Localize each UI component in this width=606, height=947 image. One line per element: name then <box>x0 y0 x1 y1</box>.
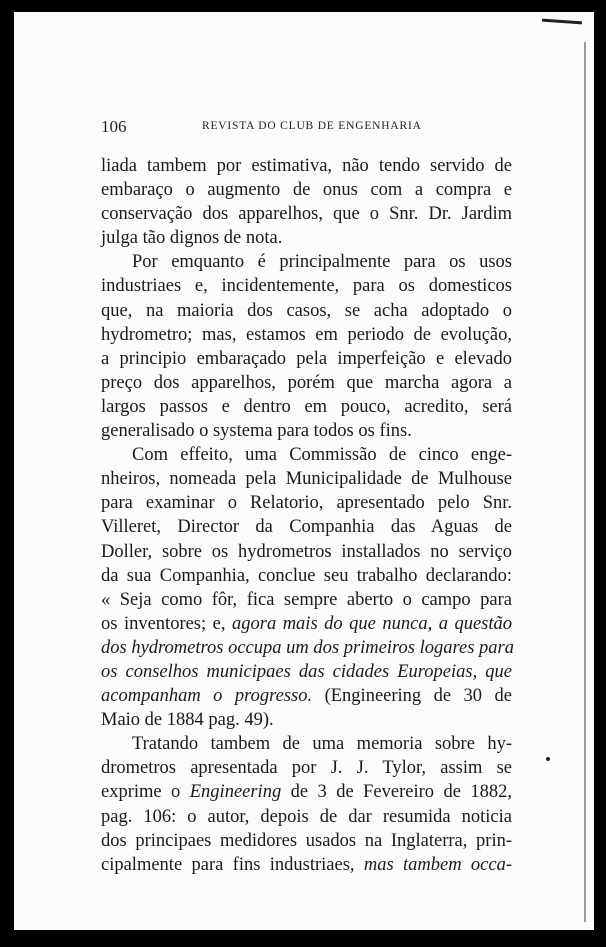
italic-text-segment: Engineering <box>189 782 282 803</box>
text-line <box>101 299 512 323</box>
text-line <box>101 780 512 804</box>
text-segment: Doller, sobre os hydrometros installados no serviço <box>101 541 512 562</box>
text-line <box>101 178 512 202</box>
text-line <box>101 395 512 419</box>
text-segment: Por emquanto é principalmente para os usos <box>132 252 512 273</box>
text-line <box>101 564 512 588</box>
text-segment: para examinar o Relatorio, apresentado pelo Snr. <box>101 493 512 514</box>
text-line <box>101 540 512 564</box>
page-number: 106 <box>101 117 127 136</box>
text-segment: largos passos e dentro em pouco, acredito, será <box>101 396 512 417</box>
text-line <box>101 756 512 780</box>
text-line <box>101 443 512 467</box>
text-segment: drometros apresentada por J. J. Tylor, assim se <box>101 758 512 779</box>
text-segment: industriaes e, incidentemente, para os domesticos <box>101 276 512 297</box>
text-segment: nheiros, nomeada pela Municipalidade de Mulhouse <box>101 469 512 490</box>
text-line <box>101 371 512 395</box>
running-title: REVISTA DO CLUB DE ENGENHARIA <box>202 120 422 132</box>
page-edge-shadow <box>584 42 586 922</box>
text-segment: hydrometro; mas, estamos em periodo de evolução, <box>101 324 512 345</box>
text-segment: conservação dos apparelhos, que o Snr. Dr. Jardim <box>101 204 512 225</box>
text-line <box>101 202 512 226</box>
text-segment: julga tão dignos de nota. <box>101 228 283 249</box>
text-line <box>101 805 512 829</box>
text-line <box>101 636 512 660</box>
text-segment: que, na maioria dos casos, se acha adoptado o <box>101 300 512 321</box>
italic-text-segment: agora mais do que nunca, a questão <box>232 613 512 634</box>
text-line <box>101 323 512 347</box>
scan-speck <box>546 757 550 761</box>
text-segment: Tratando tambem de uma memoria sobre hy- <box>132 734 512 755</box>
italic-text-segment: os conselhos municipaes das cidades Europeias, que <box>101 661 512 682</box>
text-segment: exprime o <box>101 782 190 803</box>
text-line <box>101 660 512 684</box>
text-segment: dos principaes medidores usados na Inglaterra, prin- <box>101 830 512 851</box>
scan-edge-mark <box>542 19 582 25</box>
text-line <box>101 467 512 491</box>
text-segment: pag. 106: o autor, depois de dar resumida noticia <box>101 806 512 827</box>
text-line <box>101 732 512 756</box>
italic-text-segment: acompanham o progresso. <box>101 686 313 707</box>
text-segment: a principio embaraçado pela imperfeição e elevado <box>101 348 512 369</box>
text-segment: da sua Companhia, conclue seu trabalho declarando: <box>101 565 512 586</box>
text-line <box>101 154 512 178</box>
text-segment: embaraço o augmento de onus com a compra e <box>101 180 512 201</box>
text-line <box>101 708 512 732</box>
italic-text-segment: dos hydrometros occupa um dos primeiros logares para <box>101 637 514 658</box>
text-line <box>101 491 512 515</box>
text-line <box>101 347 512 371</box>
text-segment: Maio de 1884 pag. 49). <box>101 710 274 731</box>
text-line <box>101 588 512 612</box>
text-line <box>101 853 512 877</box>
italic-text-segment: mas tambem occa- <box>363 854 512 875</box>
text-segment: generalisado o systema para todos os fins. <box>101 421 412 442</box>
page-body <box>101 154 512 877</box>
text-line <box>101 250 512 274</box>
text-segment: Com effeito, uma Commissão de cinco enge- <box>132 445 512 466</box>
text-line <box>101 419 512 443</box>
text-line <box>101 274 512 298</box>
book-page <box>14 12 594 930</box>
text-line <box>101 226 512 250</box>
text-segment: cipalmente para fins industriaes, <box>101 854 364 875</box>
text-segment: Villeret, Director da Companhia das Aguas de <box>101 517 512 538</box>
text-line <box>101 829 512 853</box>
text-line <box>101 684 512 708</box>
page-header <box>101 117 511 137</box>
text-line <box>101 612 512 636</box>
text-segment: liada tambem por estimativa, não tendo servido de <box>101 156 512 176</box>
text-segment: os inventores; e, <box>101 613 232 634</box>
text-line <box>101 515 512 539</box>
text-segment: « Seja como fôr, fica sempre aberto o campo para <box>101 589 512 610</box>
text-segment: de 3 de Fevereiro de 1882, <box>281 782 512 803</box>
text-segment: preço dos apparelhos, porém que marcha agora a <box>101 372 512 393</box>
text-segment: (Engineering de 30 de <box>312 686 512 707</box>
